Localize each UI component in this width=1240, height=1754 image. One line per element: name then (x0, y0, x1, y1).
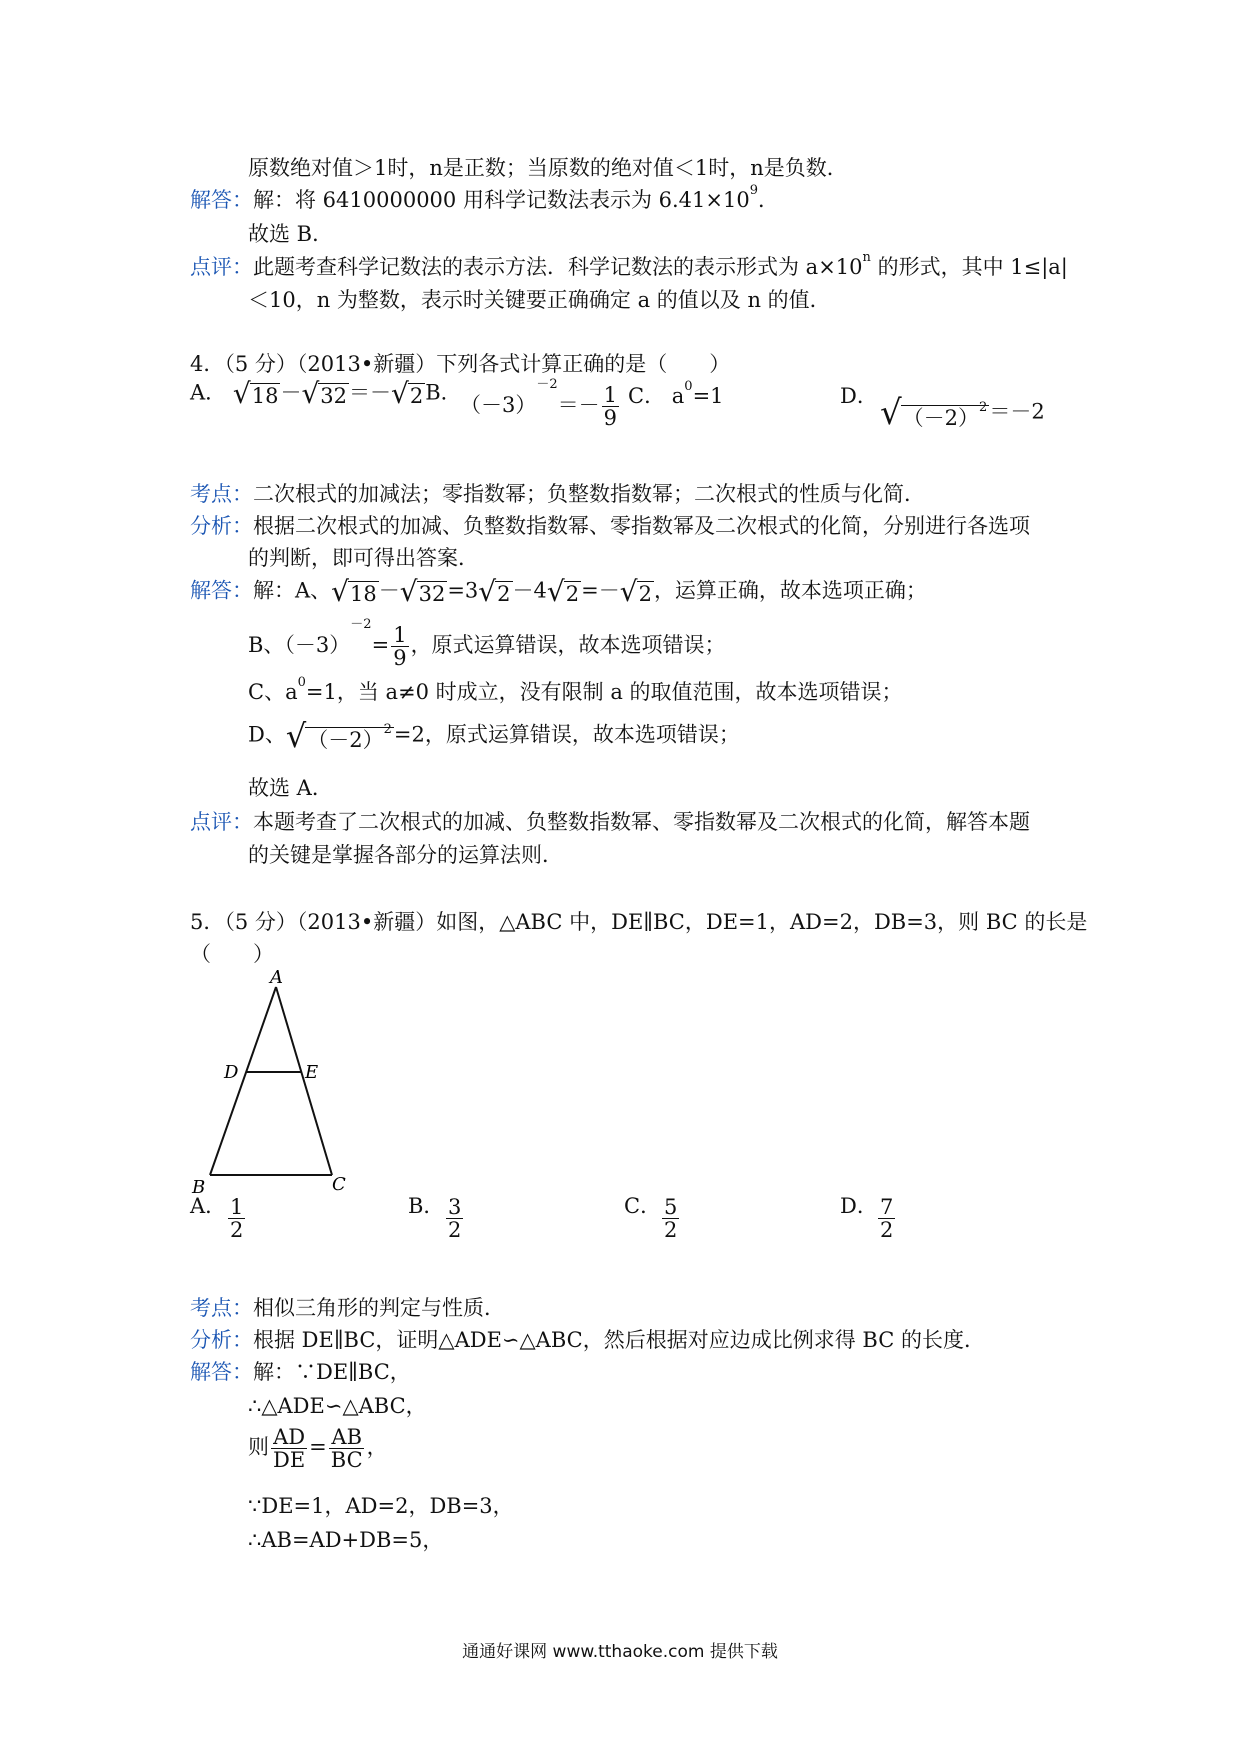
q4-point-row (190, 484, 925, 505)
operator: ＝－ (349, 380, 392, 405)
answer-text: 解：将 6410000000 用科学记数法表示为 6.41×10 (253, 188, 750, 212)
question-4-stem: 4．（5 分）（2013•新疆）下列各式计算正确的是（ ） (190, 352, 731, 376)
answer-step: ∴AB=AD+DB=5， (248, 1528, 444, 1552)
q5-option-a-frac: $\frac{1}{2}$ (230, 1195, 244, 1243)
point-label: 考点： (190, 482, 253, 506)
answer-step-ratio: 则 $\frac{AD}{DE}$ = $\frac{AB}{BC}$ ， (248, 1425, 388, 1473)
answer-choice: 故选 B． (248, 222, 334, 246)
fraction: $\frac{1}{9}$ (603, 383, 618, 431)
q4-answer-d: D、 √ $(-2)^2$ =2，原式运算错误，故本选项错误； (248, 717, 740, 755)
option-label: B． (408, 1194, 445, 1218)
comment-line2: ＜10，n 为整数，表示时关键要正确确定 a 的值以及 n 的值． (248, 288, 831, 312)
point-text: 二次根式的加减法；零指数幂；负整数指数幂；二次根式的性质与化简． (253, 482, 925, 506)
option-label: B． (425, 380, 462, 405)
answer-text-end: ． (758, 188, 779, 212)
vertex-label-a: A (270, 967, 283, 988)
answer-label: 解答： (190, 188, 253, 212)
analysis-text: 根据 DE∥BC，证明△ADE∽△ABC，然后根据对应边成比例求得 BC 的长度． (253, 1328, 985, 1352)
sqrt-18: √ 18 (331, 575, 377, 608)
q4-answer-a: 解答：解：A、 √ 18 － √ 32 =3 √ 2 －4 √ 2 =－ √ 2 ，运算正确，故本选项正确； (190, 575, 927, 608)
question-5-stem: 5．（5 分）（2013•新疆）如图，△ABC 中，DE∥BC，DE=1，AD=2，DB=3，则 BC 的长是 (190, 910, 1088, 934)
q5-option-b (408, 1196, 444, 1217)
q4-answer-c: C、$a^0=1$，当 a≠0 时成立，没有限制 a 的取值范围，故本选项错误； (248, 675, 903, 704)
sqrt-32: √ 32 (399, 575, 446, 608)
q4-choice: 故选 A． (248, 776, 333, 800)
sqrt-2: √ 2 (546, 575, 580, 608)
q5-analysis-row (190, 1330, 985, 1351)
answer-text: 解：A、 (253, 578, 332, 603)
q5-option-d-frac: $\frac{7}{2}$ (880, 1195, 894, 1243)
point-label-e: E (305, 1062, 319, 1083)
comment-row (190, 250, 1068, 279)
point-label: 考点： (190, 1296, 253, 1320)
analysis-text: 根据二次根式的加减、负整数指数幂、零指数幂及二次根式的化简，分别进行各选项 (253, 514, 1030, 538)
q4-comment-line2: 的关键是掌握各部分的运算法则． (248, 843, 563, 867)
exponent: n (862, 250, 871, 265)
q4-analysis-row (190, 516, 1030, 537)
point-label-d: D (224, 1062, 239, 1083)
sqrt-32: √ 32 (301, 377, 348, 410)
q4-option-a (190, 377, 462, 410)
q4-option-d-label: D． (840, 384, 878, 408)
answer-text-end: ，运算正确，故本选项正确； (653, 578, 927, 603)
comment-text: 此题考查科学记数法的表示方法．科学记数法的表示形式为 a×10 (253, 255, 863, 279)
comment-text-end: 的形式，其中 1≤|a| (870, 255, 1068, 279)
q5-answer-row (190, 1362, 411, 1383)
fraction: $\frac{AB}{BC}$ (330, 1425, 363, 1473)
exponent: 0 (684, 379, 693, 394)
comment-label: 点评： (190, 810, 253, 834)
q5-point-row (190, 1298, 505, 1319)
fraction: $\frac{1}{9}$ (393, 623, 407, 671)
vertex-label-c: C (332, 1174, 346, 1195)
exponent: －2 (350, 617, 372, 632)
sqrt-2: √ 2 (391, 377, 424, 410)
q5-option-d (840, 1196, 878, 1217)
fraction: $\frac{AD}{DE}$ (273, 1425, 306, 1473)
operator: =1 (692, 384, 724, 408)
q4-option-b-expr (460, 377, 621, 431)
q5-option-a (190, 1196, 226, 1217)
q5-option-c (624, 1196, 661, 1217)
answer-step: ∵DE=1，AD=2，DB=3， (248, 1494, 514, 1518)
option-label: A． (190, 380, 227, 405)
text-line: 原数绝对值＞1时，n是正数；当原数的绝对值＜1时，n是负数． (248, 156, 848, 180)
exponent: －2 (536, 377, 558, 392)
answer-label: 解答： (190, 1360, 253, 1384)
q5-option-b-frac: $\frac{3}{2}$ (448, 1195, 462, 1243)
side-ac (276, 987, 332, 1175)
q5-option-c-frac: $\frac{5}{2}$ (664, 1195, 678, 1243)
analysis-label: 分析： (190, 1328, 253, 1352)
option-label: C． (624, 1194, 662, 1218)
exponent: 9 (749, 183, 758, 198)
base: a (671, 384, 685, 408)
answer-label: 解答： (190, 578, 253, 603)
sqrt-2: √ 2 (478, 575, 511, 608)
comment-label: 点评： (190, 255, 253, 279)
q4-comment-row (190, 812, 1030, 833)
point-text: 相似三角形的判定与性质． (253, 1296, 505, 1320)
sqrt-expr: √ $(-2)^2$ (285, 717, 392, 755)
q4-answer-b: B、$(-3)^{-2}=$ $\frac{1}{9}$ ，原式运算错误，故本选项错误； (248, 617, 726, 671)
vertex-label-b: B (192, 1177, 206, 1195)
option-label: C． (628, 384, 666, 408)
answer-step: ∴△ADE∽△ABC， (248, 1394, 427, 1418)
base: （－3） (460, 393, 537, 418)
q4-option-d-expr (880, 393, 1045, 433)
page-footer: 通通好课网 www.tthaoke.com 提供下载 (462, 1642, 778, 1662)
operator: ＝－2 (989, 399, 1045, 424)
q4-option-c (628, 379, 724, 408)
answer-row (190, 183, 779, 212)
side-ab (210, 987, 276, 1175)
triangle-figure (180, 965, 360, 1195)
question-5-stem-line2: （ ） (190, 942, 274, 966)
answer-step: 解：∵DE∥BC， (253, 1360, 411, 1384)
comment-text: 本题考查了二次根式的加减、负整数指数幂、零指数幂及二次根式的化简，解答本题 (253, 810, 1030, 834)
sqrt-2: √ 2 (619, 575, 652, 608)
analysis-label: 分析： (190, 514, 253, 538)
sqrt-expr: √ $(-2)^2$ (880, 393, 988, 433)
operator: － (280, 380, 302, 405)
operator: ＝－ (557, 393, 600, 418)
sqrt-18: √ 18 (232, 377, 279, 410)
option-label: D． (840, 1194, 878, 1218)
exponent: 0 (297, 675, 306, 690)
option-label: A． (190, 1194, 227, 1218)
q4-analysis-line2: 的判断，即可得出答案． (248, 546, 479, 570)
